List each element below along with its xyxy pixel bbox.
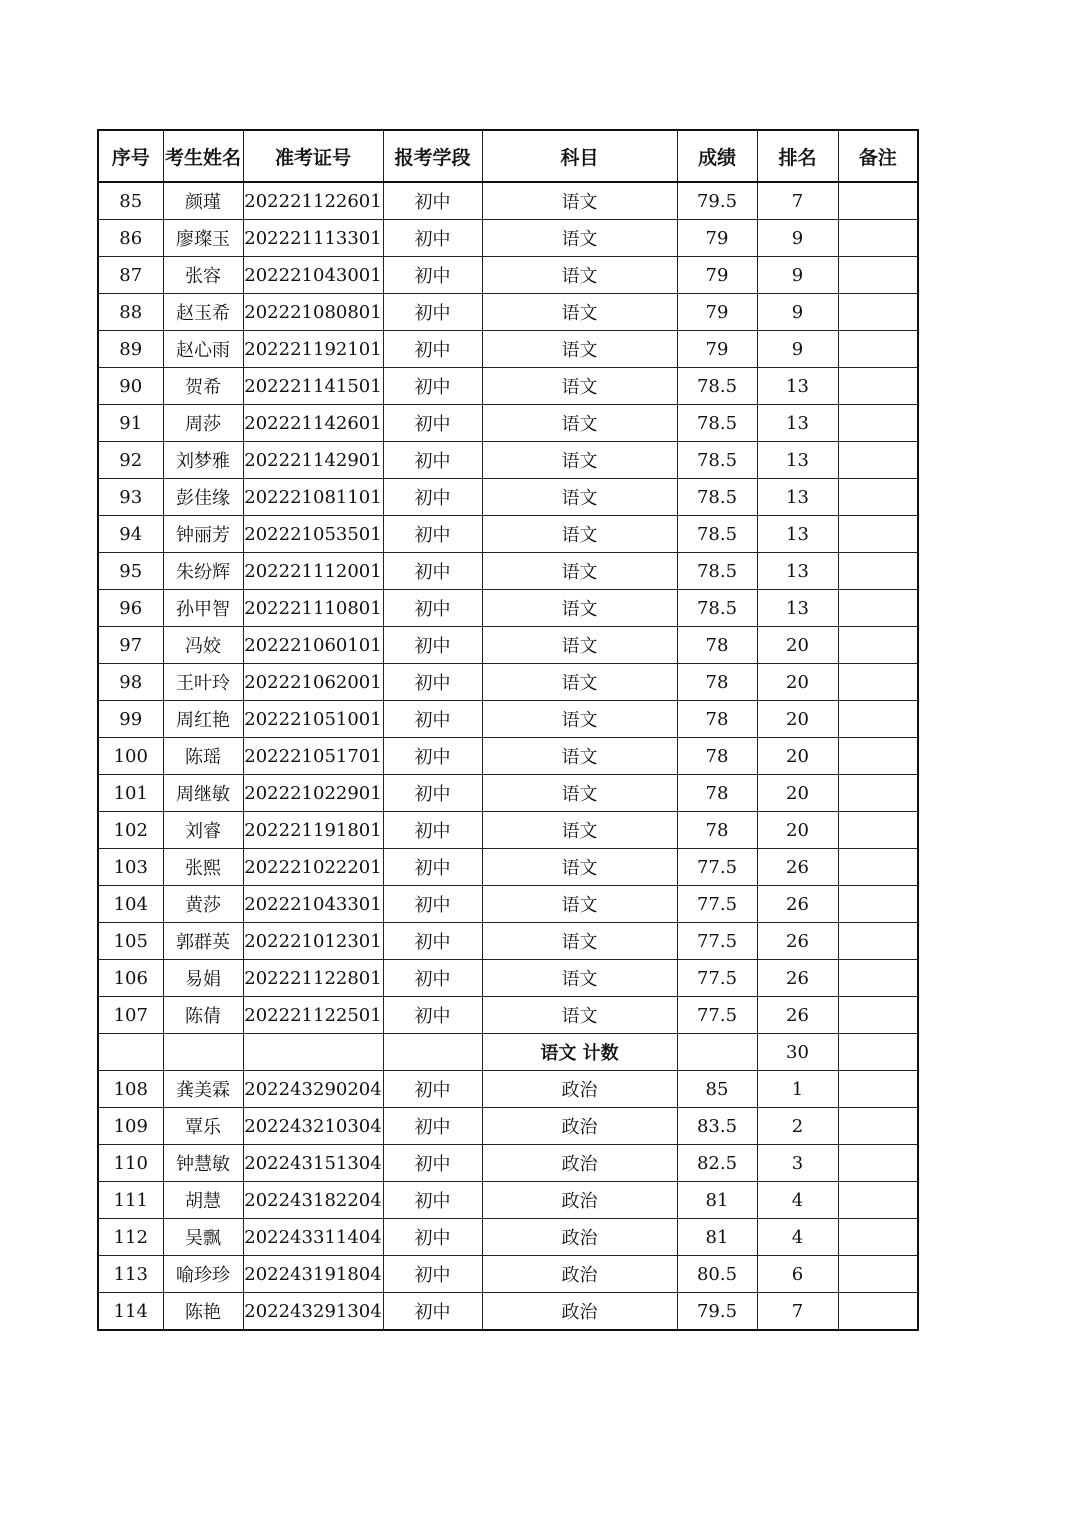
cell-stage: 初中 <box>383 886 482 923</box>
cell-stage <box>383 1034 482 1071</box>
cell-score <box>677 1034 757 1071</box>
cell-seq-no: 96 <box>98 590 163 627</box>
header-cell: 成绩 <box>677 130 757 182</box>
cell-score: 79 <box>677 220 757 257</box>
cell-name: 胡慧 <box>163 1182 243 1219</box>
cell-seq-no: 97 <box>98 627 163 664</box>
cell-exam-id: 202243182204 <box>243 1182 383 1219</box>
cell-name: 张容 <box>163 257 243 294</box>
cell-seq-no: 109 <box>98 1108 163 1145</box>
cell-stage: 初中 <box>383 590 482 627</box>
cell-seq-no: 108 <box>98 1071 163 1108</box>
cell-note <box>838 775 918 812</box>
cell-exam-id: 202243290204 <box>243 1071 383 1108</box>
cell-stage: 初中 <box>383 701 482 738</box>
table-row <box>98 923 918 960</box>
header-cell: 排名 <box>757 130 838 182</box>
cell-note <box>838 812 918 849</box>
cell-stage: 初中 <box>383 664 482 701</box>
cell-score: 77.5 <box>677 886 757 923</box>
cell-stage: 初中 <box>383 553 482 590</box>
cell-rank: 20 <box>757 812 838 849</box>
cell-stage: 初中 <box>383 257 482 294</box>
cell-name: 周莎 <box>163 405 243 442</box>
cell-score: 78.5 <box>677 553 757 590</box>
cell-subject: 语文 <box>482 331 677 368</box>
cell-exam-id: 202221110801 <box>243 590 383 627</box>
cell-note <box>838 553 918 590</box>
cell-score: 77.5 <box>677 960 757 997</box>
cell-seq-no: 111 <box>98 1182 163 1219</box>
cell-exam-id: 202221060101 <box>243 627 383 664</box>
cell-seq-no: 95 <box>98 553 163 590</box>
cell-rank: 26 <box>757 960 838 997</box>
cell-stage: 初中 <box>383 331 482 368</box>
cell-exam-id: 202243191804 <box>243 1256 383 1293</box>
cell-note <box>838 294 918 331</box>
cell-seq-no: 91 <box>98 405 163 442</box>
table-row <box>98 960 918 997</box>
cell-name: 钟丽芳 <box>163 516 243 553</box>
cell-note <box>838 960 918 997</box>
table-row <box>98 738 918 775</box>
table-row <box>98 1293 918 1331</box>
cell-seq-no: 107 <box>98 997 163 1034</box>
cell-subject: 政治 <box>482 1293 677 1331</box>
cell-score: 78 <box>677 627 757 664</box>
cell-seq-no: 112 <box>98 1219 163 1256</box>
cell-exam-id: 202221113301 <box>243 220 383 257</box>
cell-subject: 政治 <box>482 1182 677 1219</box>
cell-rank: 2 <box>757 1108 838 1145</box>
table-row <box>98 405 918 442</box>
cell-seq-no: 106 <box>98 960 163 997</box>
cell-note <box>838 1219 918 1256</box>
table-row <box>98 1108 918 1145</box>
cell-name: 刘睿 <box>163 812 243 849</box>
cell-note <box>838 627 918 664</box>
cell-seq-no: 93 <box>98 479 163 516</box>
cell-stage: 初中 <box>383 1219 482 1256</box>
cell-note <box>838 590 918 627</box>
cell-seq-no <box>98 1034 163 1071</box>
table-row <box>98 1071 918 1108</box>
cell-score: 78 <box>677 775 757 812</box>
cell-note <box>838 923 918 960</box>
cell-seq-no: 113 <box>98 1256 163 1293</box>
table-row <box>98 1182 918 1219</box>
cell-name: 彭佳缘 <box>163 479 243 516</box>
cell-exam-id: 202221022901 <box>243 775 383 812</box>
cell-rank: 9 <box>757 294 838 331</box>
table-row <box>98 182 918 220</box>
cell-score: 77.5 <box>677 923 757 960</box>
cell-exam-id: 202221142601 <box>243 405 383 442</box>
header-cell: 科目 <box>482 130 677 182</box>
cell-exam-id: 202221122601 <box>243 182 383 220</box>
cell-seq-no: 104 <box>98 886 163 923</box>
cell-name: 赵心雨 <box>163 331 243 368</box>
cell-seq-no: 99 <box>98 701 163 738</box>
cell-exam-id: 202243291304 <box>243 1293 383 1331</box>
cell-exam-id: 202221122501 <box>243 997 383 1034</box>
cell-stage: 初中 <box>383 1145 482 1182</box>
cell-rank: 20 <box>757 627 838 664</box>
table-row <box>98 1256 918 1293</box>
cell-note <box>838 1108 918 1145</box>
cell-subject: 语文 <box>482 738 677 775</box>
cell-note <box>838 849 918 886</box>
cell-seq-no: 100 <box>98 738 163 775</box>
cell-rank: 26 <box>757 886 838 923</box>
cell-subject: 语文 <box>482 257 677 294</box>
cell-score: 78 <box>677 738 757 775</box>
cell-subject: 语文 <box>482 960 677 997</box>
cell-subject: 语文 <box>482 849 677 886</box>
cell-score: 82.5 <box>677 1145 757 1182</box>
cell-name: 陈倩 <box>163 997 243 1034</box>
cell-rank: 13 <box>757 442 838 479</box>
cell-name: 贺希 <box>163 368 243 405</box>
cell-note <box>838 1182 918 1219</box>
cell-rank: 26 <box>757 997 838 1034</box>
cell-exam-id: 202221192101 <box>243 331 383 368</box>
cell-seq-no: 105 <box>98 923 163 960</box>
cell-exam-id: 202221112001 <box>243 553 383 590</box>
cell-note <box>838 664 918 701</box>
cell-score: 77.5 <box>677 849 757 886</box>
cell-name: 陈瑶 <box>163 738 243 775</box>
cell-seq-no: 114 <box>98 1293 163 1331</box>
cell-score: 83.5 <box>677 1108 757 1145</box>
cell-stage: 初中 <box>383 997 482 1034</box>
table-row <box>98 812 918 849</box>
cell-stage: 初中 <box>383 1108 482 1145</box>
cell-score: 79 <box>677 257 757 294</box>
cell-name: 颜瑾 <box>163 182 243 220</box>
cell-exam-id: 202221080801 <box>243 294 383 331</box>
cell-subject: 政治 <box>482 1108 677 1145</box>
cell-stage: 初中 <box>383 516 482 553</box>
cell-name: 喻珍珍 <box>163 1256 243 1293</box>
table-row <box>98 257 918 294</box>
cell-stage: 初中 <box>383 294 482 331</box>
cell-seq-no: 90 <box>98 368 163 405</box>
cell-seq-no: 102 <box>98 812 163 849</box>
cell-subject: 语文 <box>482 664 677 701</box>
cell-rank: 26 <box>757 923 838 960</box>
table-row <box>98 701 918 738</box>
cell-score: 78.5 <box>677 442 757 479</box>
cell-subject: 语文 计数 <box>482 1034 677 1071</box>
cell-score: 78 <box>677 701 757 738</box>
cell-stage: 初中 <box>383 812 482 849</box>
cell-exam-id: 202221043301 <box>243 886 383 923</box>
cell-subject: 语文 <box>482 220 677 257</box>
cell-exam-id: 202221141501 <box>243 368 383 405</box>
cell-rank: 1 <box>757 1071 838 1108</box>
cell-rank: 13 <box>757 590 838 627</box>
cell-score: 78.5 <box>677 405 757 442</box>
cell-score: 78 <box>677 664 757 701</box>
score-table <box>97 129 919 1331</box>
cell-note <box>838 516 918 553</box>
cell-seq-no: 98 <box>98 664 163 701</box>
cell-score: 78.5 <box>677 479 757 516</box>
cell-stage: 初中 <box>383 923 482 960</box>
cell-rank: 13 <box>757 553 838 590</box>
cell-exam-id: 202221051701 <box>243 738 383 775</box>
cell-note <box>838 479 918 516</box>
cell-name: 钟慧敏 <box>163 1145 243 1182</box>
cell-rank: 30 <box>757 1034 838 1071</box>
table-row <box>98 479 918 516</box>
table-row <box>98 368 918 405</box>
cell-rank: 20 <box>757 775 838 812</box>
table-row <box>98 516 918 553</box>
cell-name: 张熙 <box>163 849 243 886</box>
cell-subject: 语文 <box>482 997 677 1034</box>
cell-name: 陈艳 <box>163 1293 243 1331</box>
cell-seq-no: 92 <box>98 442 163 479</box>
cell-exam-id: 202221022201 <box>243 849 383 886</box>
table-row <box>98 1219 918 1256</box>
cell-name <box>163 1034 243 1071</box>
cell-rank: 3 <box>757 1145 838 1182</box>
cell-note <box>838 405 918 442</box>
table-row <box>98 294 918 331</box>
cell-exam-id: 202221191801 <box>243 812 383 849</box>
table-row <box>98 775 918 812</box>
cell-rank: 4 <box>757 1182 838 1219</box>
cell-note <box>838 1034 918 1071</box>
cell-name: 周继敏 <box>163 775 243 812</box>
cell-stage: 初中 <box>383 1293 482 1331</box>
cell-name: 王叶玲 <box>163 664 243 701</box>
table-row <box>98 664 918 701</box>
cell-exam-id: 202221142901 <box>243 442 383 479</box>
cell-exam-id: 202221062001 <box>243 664 383 701</box>
cell-rank: 13 <box>757 405 838 442</box>
cell-subject: 语文 <box>482 368 677 405</box>
cell-subject: 语文 <box>482 442 677 479</box>
cell-seq-no: 101 <box>98 775 163 812</box>
cell-exam-id: 202221051001 <box>243 701 383 738</box>
cell-subject: 语文 <box>482 405 677 442</box>
cell-rank: 26 <box>757 849 838 886</box>
cell-exam-id: 202221122801 <box>243 960 383 997</box>
cell-score: 79 <box>677 294 757 331</box>
table-body <box>98 182 918 1330</box>
cell-score: 81 <box>677 1182 757 1219</box>
cell-rank: 13 <box>757 516 838 553</box>
cell-stage: 初中 <box>383 738 482 775</box>
cell-score: 79 <box>677 331 757 368</box>
cell-exam-id: 202243151304 <box>243 1145 383 1182</box>
cell-stage: 初中 <box>383 479 482 516</box>
cell-name: 吴飘 <box>163 1219 243 1256</box>
table-row <box>98 627 918 664</box>
cell-stage: 初中 <box>383 960 482 997</box>
cell-exam-id <box>243 1034 383 1071</box>
cell-rank: 9 <box>757 257 838 294</box>
cell-stage: 初中 <box>383 627 482 664</box>
header-cell: 序号 <box>98 130 163 182</box>
cell-name: 易娟 <box>163 960 243 997</box>
cell-subject: 政治 <box>482 1219 677 1256</box>
cell-seq-no: 110 <box>98 1145 163 1182</box>
cell-exam-id: 202221053501 <box>243 516 383 553</box>
cell-stage: 初中 <box>383 405 482 442</box>
cell-subject: 语文 <box>482 294 677 331</box>
cell-note <box>838 886 918 923</box>
cell-stage: 初中 <box>383 775 482 812</box>
cell-note <box>838 1071 918 1108</box>
cell-subject: 语文 <box>482 516 677 553</box>
cell-stage: 初中 <box>383 220 482 257</box>
cell-note <box>838 701 918 738</box>
cell-exam-id: 202243311404 <box>243 1219 383 1256</box>
cell-note <box>838 331 918 368</box>
cell-stage: 初中 <box>383 1182 482 1219</box>
cell-seq-no: 86 <box>98 220 163 257</box>
header-cell: 备注 <box>838 130 918 182</box>
table-row <box>98 220 918 257</box>
cell-exam-id: 202221043001 <box>243 257 383 294</box>
cell-score: 77.5 <box>677 997 757 1034</box>
cell-note <box>838 1145 918 1182</box>
cell-seq-no: 89 <box>98 331 163 368</box>
cell-name: 刘梦雅 <box>163 442 243 479</box>
cell-exam-id: 202221081101 <box>243 479 383 516</box>
cell-name: 孙甲智 <box>163 590 243 627</box>
cell-stage: 初中 <box>383 849 482 886</box>
cell-subject: 语文 <box>482 886 677 923</box>
table-row <box>98 997 918 1034</box>
cell-rank: 20 <box>757 738 838 775</box>
table-row <box>98 886 918 923</box>
table-row <box>98 849 918 886</box>
cell-name: 郭群英 <box>163 923 243 960</box>
cell-score: 80.5 <box>677 1256 757 1293</box>
table-row <box>98 553 918 590</box>
cell-subject: 语文 <box>482 812 677 849</box>
header-cell: 准考证号 <box>243 130 383 182</box>
cell-stage: 初中 <box>383 1071 482 1108</box>
cell-note <box>838 442 918 479</box>
subtotal-row <box>98 1034 918 1071</box>
cell-note <box>838 182 918 220</box>
table-row <box>98 442 918 479</box>
cell-subject: 语文 <box>482 553 677 590</box>
cell-subject: 政治 <box>482 1256 677 1293</box>
cell-rank: 6 <box>757 1256 838 1293</box>
cell-note <box>838 257 918 294</box>
cell-name: 廖璨玉 <box>163 220 243 257</box>
cell-name: 朱纷辉 <box>163 553 243 590</box>
header-cell: 考生姓名 <box>163 130 243 182</box>
cell-seq-no: 88 <box>98 294 163 331</box>
table-row <box>98 590 918 627</box>
cell-score: 85 <box>677 1071 757 1108</box>
cell-score: 78.5 <box>677 590 757 627</box>
table-row <box>98 1145 918 1182</box>
cell-subject: 语文 <box>482 923 677 960</box>
header-cell: 报考学段 <box>383 130 482 182</box>
cell-name: 赵玉希 <box>163 294 243 331</box>
cell-stage: 初中 <box>383 1256 482 1293</box>
cell-score: 79.5 <box>677 1293 757 1331</box>
cell-note <box>838 997 918 1034</box>
table-row <box>98 331 918 368</box>
cell-name: 覃乐 <box>163 1108 243 1145</box>
cell-stage: 初中 <box>383 442 482 479</box>
cell-seq-no: 87 <box>98 257 163 294</box>
cell-stage: 初中 <box>383 368 482 405</box>
cell-exam-id: 202243210304 <box>243 1108 383 1145</box>
cell-subject: 语文 <box>482 627 677 664</box>
cell-subject: 语文 <box>482 182 677 220</box>
cell-subject: 政治 <box>482 1145 677 1182</box>
cell-subject: 语文 <box>482 701 677 738</box>
cell-name: 龚美霖 <box>163 1071 243 1108</box>
cell-seq-no: 85 <box>98 182 163 220</box>
cell-rank: 13 <box>757 479 838 516</box>
cell-seq-no: 103 <box>98 849 163 886</box>
cell-exam-id: 202221012301 <box>243 923 383 960</box>
table-header-row <box>98 130 918 182</box>
cell-rank: 20 <box>757 701 838 738</box>
cell-rank: 9 <box>757 331 838 368</box>
cell-score: 78.5 <box>677 368 757 405</box>
cell-stage: 初中 <box>383 182 482 220</box>
cell-rank: 7 <box>757 182 838 220</box>
cell-subject: 政治 <box>482 1071 677 1108</box>
cell-subject: 语文 <box>482 590 677 627</box>
cell-score: 81 <box>677 1219 757 1256</box>
cell-name: 周红艳 <box>163 701 243 738</box>
cell-note <box>838 738 918 775</box>
cell-seq-no: 94 <box>98 516 163 553</box>
cell-score: 78 <box>677 812 757 849</box>
cell-note <box>838 1293 918 1331</box>
cell-score: 78.5 <box>677 516 757 553</box>
cell-subject: 语文 <box>482 479 677 516</box>
cell-name: 黄莎 <box>163 886 243 923</box>
cell-rank: 4 <box>757 1219 838 1256</box>
cell-score: 79.5 <box>677 182 757 220</box>
cell-rank: 13 <box>757 368 838 405</box>
cell-note <box>838 368 918 405</box>
cell-note <box>838 1256 918 1293</box>
cell-name: 冯姣 <box>163 627 243 664</box>
cell-subject: 语文 <box>482 775 677 812</box>
cell-rank: 7 <box>757 1293 838 1331</box>
cell-rank: 9 <box>757 220 838 257</box>
cell-note <box>838 220 918 257</box>
cell-rank: 20 <box>757 664 838 701</box>
